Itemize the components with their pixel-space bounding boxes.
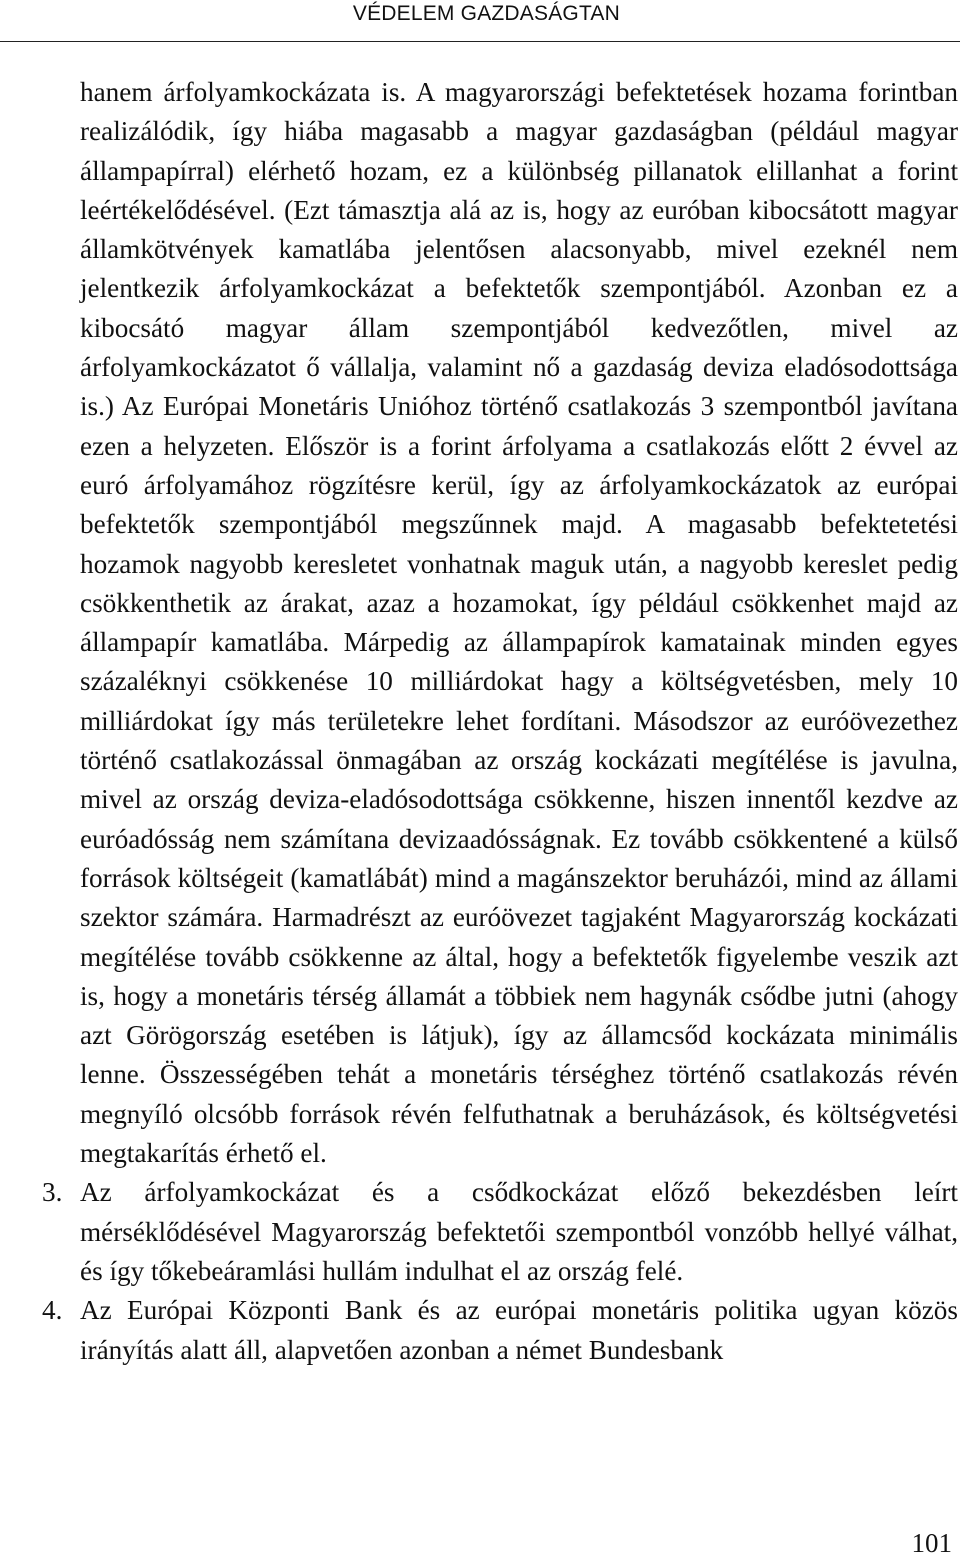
list-item (42, 1173, 958, 1291)
header-rule (0, 41, 960, 42)
running-header: VÉDELEM GAZDASÁGTAN (352, 2, 620, 25)
body-paragraph: hanem árfolyamkockázata is. A magyarországi befektetések hozama forintban realizálódik, így hiába magasabb a magyar gazdaságban (például magyar állampapírral) elérhető hozam, ez a különbség pillanatok elillanhat a forint leértékelődésével. (Ezt támasztja alá az is, hogy az euróban kibocsátott magyar államkötvények kamatlába jelentősen alacsonyabb, mivel ezeknél nem jelentkezik árfolyamkockázat a befektetők szempontjából. Azonban ez a kibocsátó magyar állam szempontjából kedvezőtlen, mivel az árfolyamkockázatot ő vállalja, valamint nő a gazdaság deviza eladósodottsága is.) Az Európai Monetáris Unióhoz történő csatlakozás 3 szempontból javítana ezen a helyzeten. Először is a forint árfolyama a csatlakozás előtt 2 évvel az euró árfolyamához rögzítésre kerül, így az árfolyamkockázatok az európai befektetők szempontjából megszűnnek majd. A magasabb befektetetési hozamok nagyobb keresletet vonhatnak maguk után, a nagyobb kereslet pedig csökkenthetik az árakat, azaz a hozamokat, így például csökkenhet majd az állampapír kamatlába. Márpedig az állampapírok kamatainak minden egyes százaléknyi csökkenése 10 milliárdokat hagy a költségvetésben, mely 10 milliárdokat így más területekre lehet fordítani. Másodszor az euróövezethez történő csatlakozással önmagában az ország kockázati megítélése is javulna, mivel az ország deviza-eladósodottsága csökkenne, hiszen innentől kezdve az euróadósság nem számítana devizaadósságnak. Ez tovább csökkentené a külső források költségeit (kamatlábát) mind a magánszektor beruházói, mind az állami szektor számára. Harmadrészt az euróövezet tagjaként Magyarország kockázati megítélése tovább csökkenne az által, hogy a befektetők figyelembe veszik azt is, hogy a monetáris térség államát a többiek nem hagynák csődbe jutni (ahogy azt Görögország esetében is látjuk), így az államcsőd kockázata minimális lenne. Összességében tehát a monetáris térséghez történő csatlakozás révén megnyíló olcsóbb források révén felfuthatnak a beruházások, és költségvetési megtakarítás érhető el. (80, 77, 958, 1169)
list-item-number: 3. (42, 1177, 63, 1208)
list-item-number: 4. (42, 1295, 63, 1326)
page-number: 101 (911, 1528, 952, 1558)
list-item-text: Az árfolyamkockázat és a csődkockázat előző bekezdésben leírt mérséklődésével Magyarország befektetői szempontból vonzóbb hellyé válhat, és így tőkebeáramlási hullám indulhat el az ország felé. (80, 1177, 958, 1286)
list-item-text: Az Európai Központi Bank és az európai monetáris politika ugyan közös irányítás alatt áll, alapvetően azonban a német Bundesbank (80, 1295, 958, 1365)
page-body (42, 73, 958, 1370)
numbered-list (42, 1173, 958, 1369)
list-item (42, 1291, 958, 1370)
